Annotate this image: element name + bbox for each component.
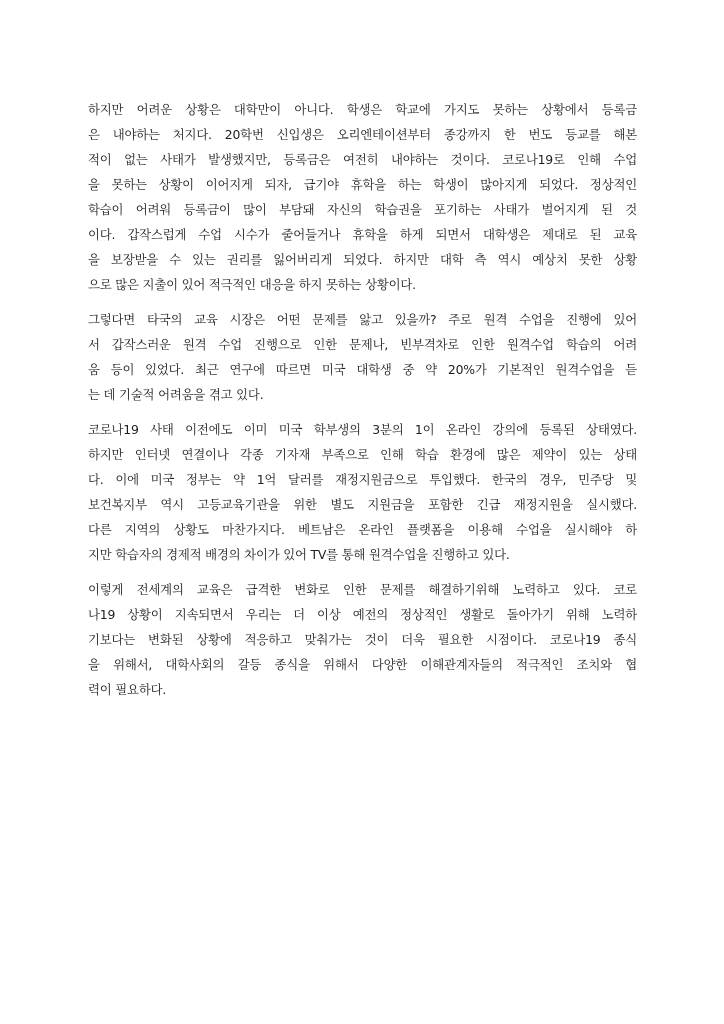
text-line: 다. 이에 미국 정부는 약 1억 달러를 재정지원금으로 투입했다. 한국의 경우, 민주당 및 — [88, 472, 637, 487]
paragraph-4 — [88, 577, 637, 702]
text-line: 하지만 인터넷 연결이나 각종 기자재 부족으로 인해 학습 환경에 많은 제약이 있는 상태 — [88, 447, 637, 462]
text-line: 학습이 어려워 등록금이 많이 부담돼 자신의 학습권을 포기하는 사태가 벌어지게 된 것 — [88, 202, 637, 217]
text-line: 적이 없는 사태가 발생했지만, 등록금은 여전히 내야하는 것이다. 코로나19로 인해 수업 — [88, 152, 637, 167]
text-line: 을 위해서, 대학사회의 갈등 종식을 위해서 다양한 이해관계자들의 적극적인 조치와 협 — [88, 657, 637, 672]
text-line: 움 등이 있었다. 최근 연구에 따르면 미국 대학생 중 약 20%가 기본적인 원격수업을 듣 — [88, 362, 637, 377]
text-line: 력이 필요하다. — [88, 682, 167, 697]
text-line: 이렇게 전세계의 교육은 급격한 변화로 인한 문제를 해결하기위해 노력하고 있다. 코로 — [88, 582, 637, 597]
paragraph-2 — [88, 307, 637, 407]
text-line: 이다. 갑작스럽게 수업 시수가 줄어들거나 휴학을 하게 되면서 대학생은 제대로 된 교육 — [88, 227, 637, 242]
text-line: 나19 상황이 지속되면서 우리는 더 이상 예전의 정상적인 생활로 돌아가기 위해 노력하 — [88, 607, 637, 622]
text-line: 을 못하는 상황이 이어지게 되자, 급기야 휴학을 하는 학생이 많아지게 되었다. 정상적인 — [88, 177, 637, 192]
text-line: 는 데 기술적 어려움을 겪고 있다. — [88, 387, 264, 402]
paragraph-3 — [88, 417, 637, 567]
document-body — [88, 97, 637, 712]
text-line: 다른 지역의 상황도 마찬가지다. 베트남은 온라인 플랫폼을 이용해 수업을 실시해야 하 — [88, 522, 637, 537]
text-line: 을 보장받을 수 있는 권리를 잃어버리게 되었다. 하지만 대학 측 역시 예상치 못한 상황 — [88, 252, 637, 267]
text-line: 보건복지부 역시 고등교육기관을 위한 별도 지원금을 포함한 긴급 재정지원을 실시했다. — [88, 497, 637, 512]
text-line: 기보다는 변화된 상황에 적응하고 맞춰가는 것이 더욱 필요한 시점이다. 코로나19 종식 — [88, 632, 637, 647]
text-line: 서 갑작스러운 원격 수업 진행으로 인한 문제나, 빈부격차로 인한 원격수업 학습의 어려 — [88, 337, 637, 352]
paragraph-1 — [88, 97, 637, 297]
text-line: 코로나19 사태 이전에도 이미 미국 학부생의 3분의 1이 온라인 강의에 등록된 상태였다. — [88, 422, 637, 437]
text-line: 지만 학습자의 경제적 배경의 차이가 있어 TV를 통해 원격수업을 진행하고 있다. — [88, 547, 510, 562]
text-line: 하지만 어려운 상황은 대학만이 아니다. 학생은 학교에 가지도 못하는 상황에서 등록금 — [88, 102, 637, 117]
text-line: 으로 많은 지출이 있어 적극적인 대응을 하지 못하는 상황이다. — [88, 277, 416, 292]
text-line: 은 내야하는 처지다. 20학번 신입생은 오리엔테이션부터 종강까지 한 번도 등교를 해본 — [88, 127, 637, 142]
text-line: 그렇다면 타국의 교육 시장은 어떤 문제를 앓고 있을까? 주로 원격 수업을 진행에 있어 — [88, 312, 637, 327]
